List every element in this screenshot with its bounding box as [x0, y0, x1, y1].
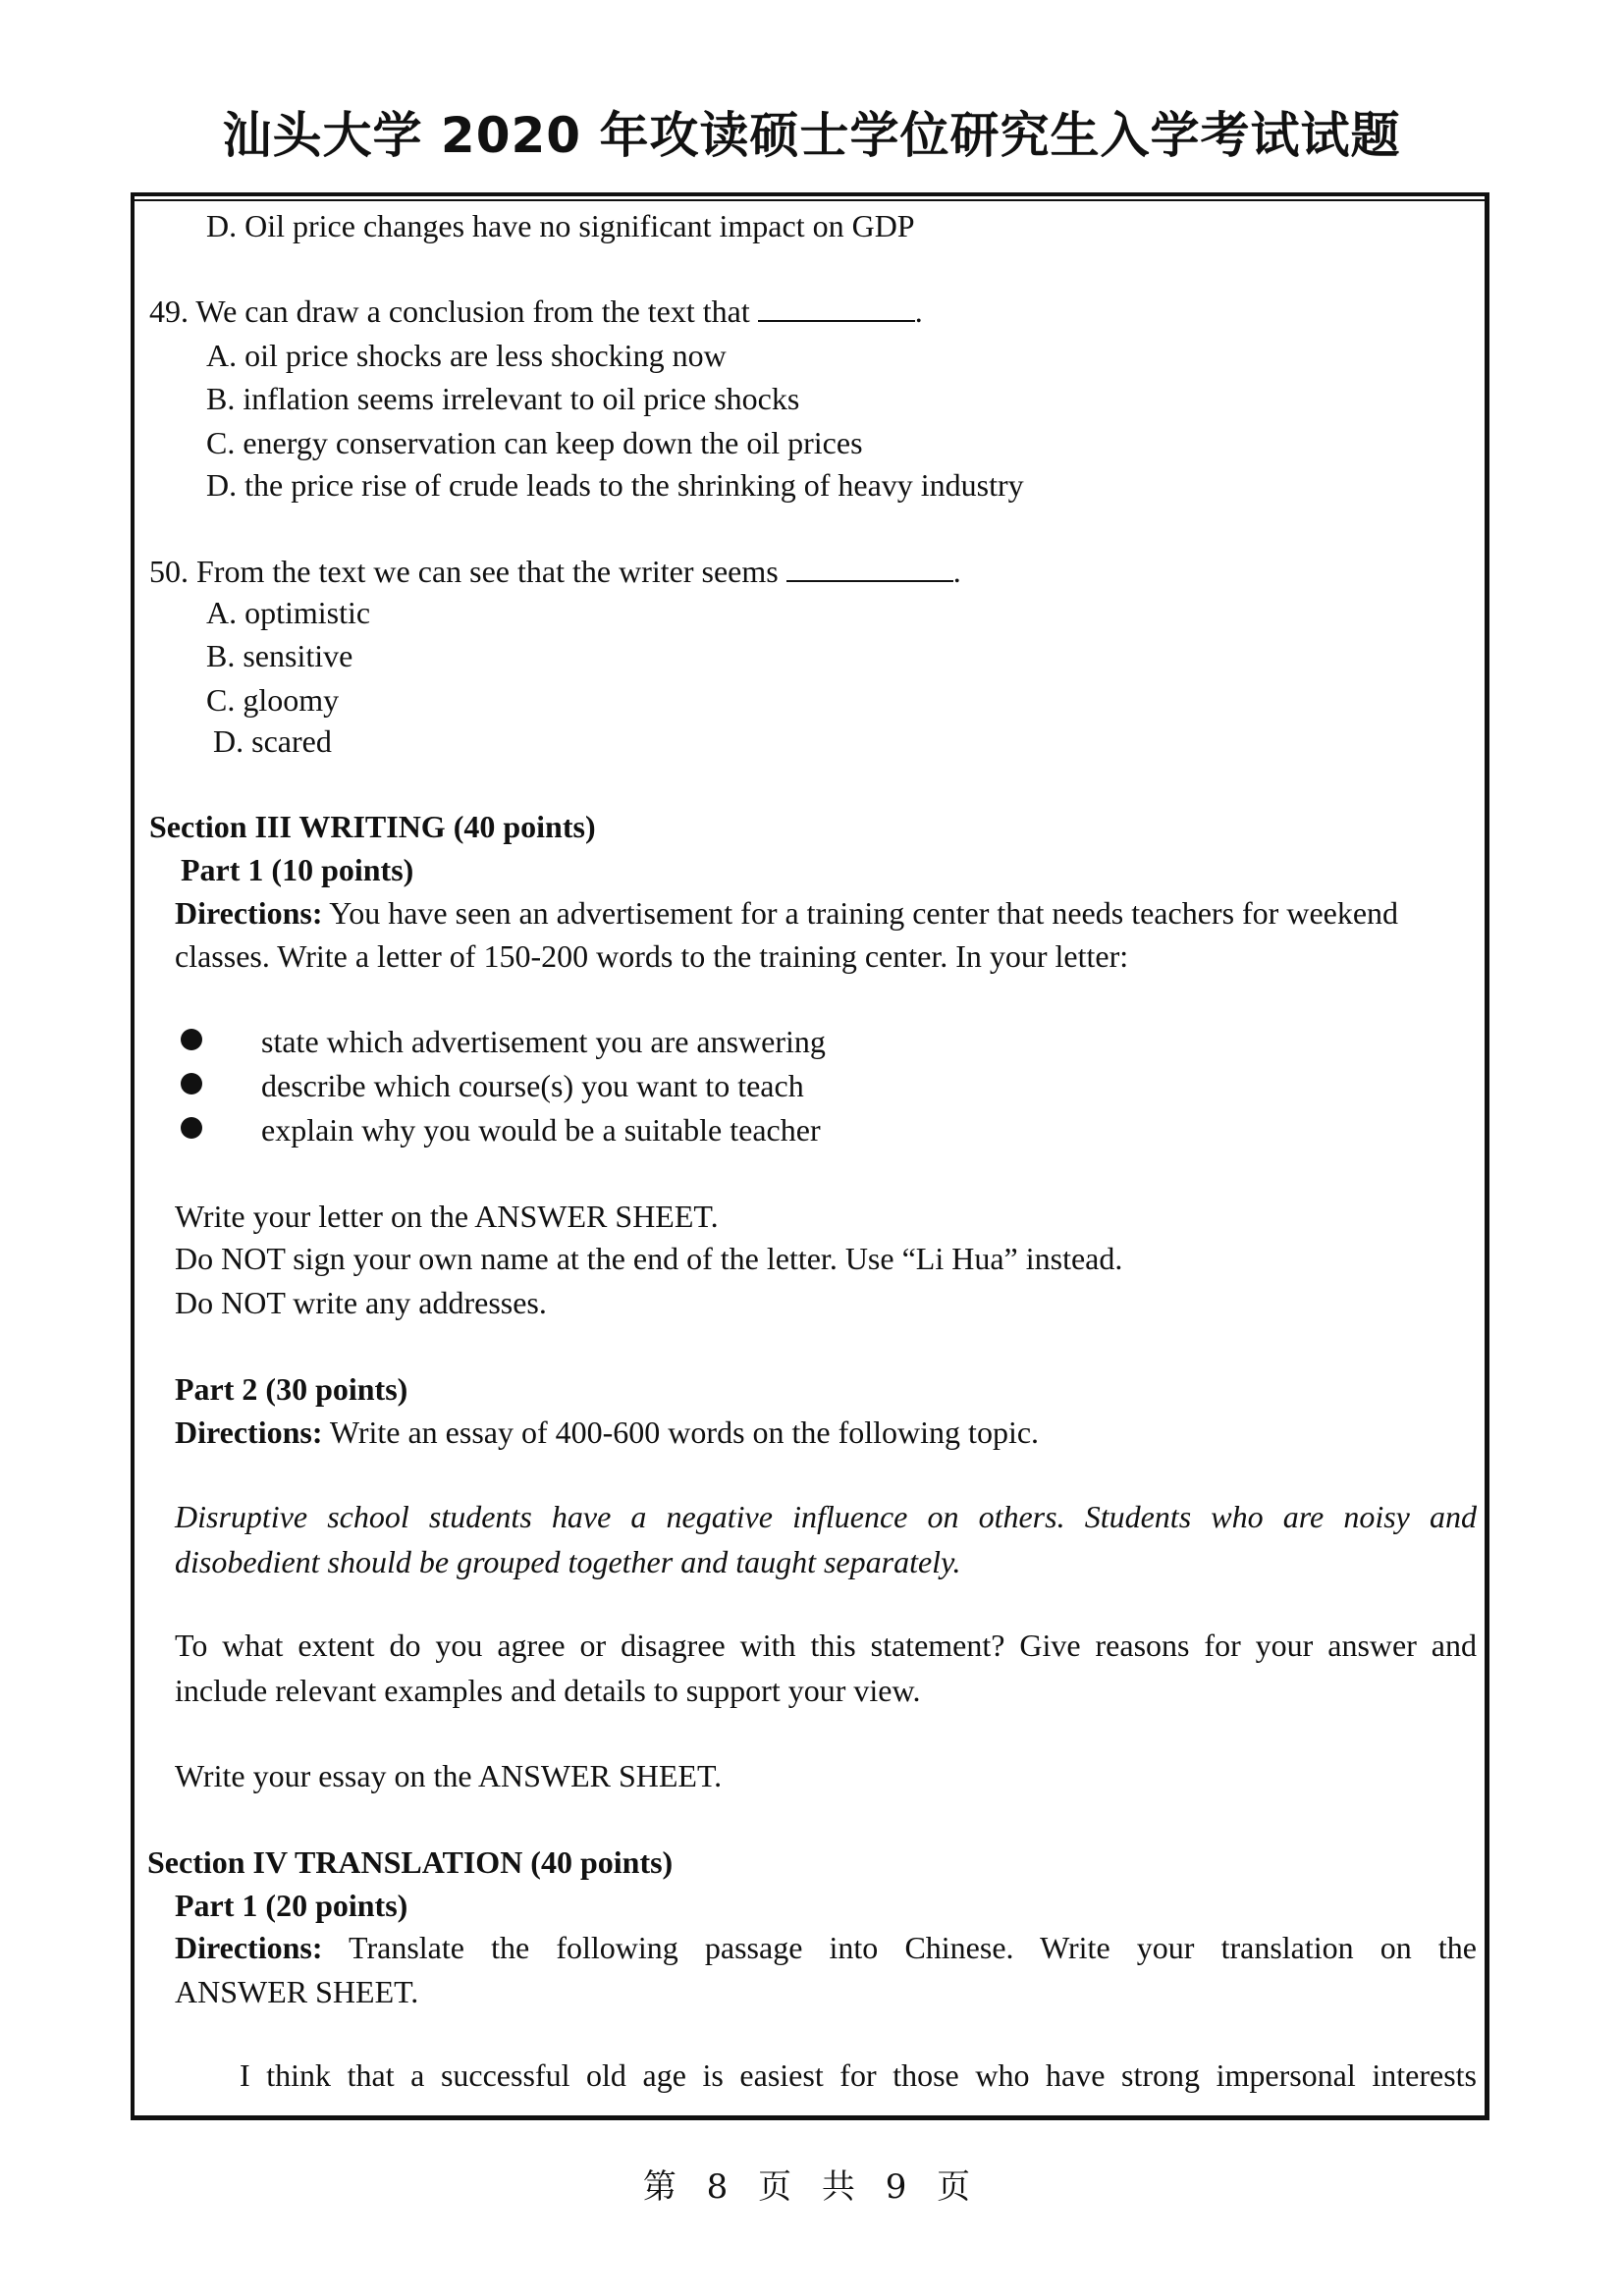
- q49-stem: 49. We can draw a conclusion from the text that .: [149, 294, 923, 329]
- bullet-dot: [181, 1029, 202, 1050]
- directions-text: Translate the following passage into Chinese. Write your translation on the: [322, 1930, 1477, 1965]
- bullet-item: explain why you would be a suitable teacher: [261, 1112, 821, 1148]
- page-number: 第 8 页 共 9 页: [642, 2167, 981, 2207]
- bullet-item: state which advertisement you are answering: [261, 1024, 826, 1059]
- directions-label: Directions:: [175, 895, 323, 931]
- directions-label: Directions:: [175, 1930, 323, 1965]
- exam-title: 汕头大学 2020 年攻读硕士学位研究生入学考试试题: [222, 107, 1401, 164]
- translation-passage-line1: I think that a successful old age is easiest for those who have strong impersonal interests: [240, 2057, 1477, 2093]
- q50-blank: [786, 555, 953, 582]
- q50-option-d: D. scared: [213, 723, 332, 759]
- section3-part2-title: Part 2 (30 points): [175, 1371, 408, 1407]
- q49-option-c: C. energy conservation can keep down the oil prices: [206, 425, 863, 460]
- section3-part1-directions-line1: [175, 895, 1398, 931]
- section3-part1-directions-line2: classes. Write a letter of 150-200 words to the training center. In your letter:: [175, 938, 1129, 974]
- essay-topic-line2: disobedient should be grouped together and taught separately.: [175, 1544, 961, 1579]
- section3-part1-note3: Do NOT write any addresses.: [175, 1285, 547, 1320]
- page-border-inner-line: [135, 199, 1488, 201]
- section3-part1-note1: Write your letter on the ANSWER SHEET.: [175, 1199, 719, 1234]
- directions-text: Write an essay of 400-600 words on the following topic.: [322, 1415, 1040, 1450]
- q48-option-d: D. Oil price changes have no significant impact on GDP: [206, 208, 915, 243]
- section3-part1-note2: Do NOT sign your own name at the end of the letter. Use “Li Hua” instead.: [175, 1241, 1123, 1276]
- section3-title: Section III WRITING (40 points): [149, 809, 596, 844]
- q49-option-b: B. inflation seems irrelevant to oil price shocks: [206, 381, 800, 416]
- section4-part1-title: Part 1 (20 points): [175, 1888, 408, 1923]
- q50-option-c: C. gloomy: [206, 682, 340, 718]
- q49-stem-text: 49. We can draw a conclusion from the text that: [149, 294, 750, 329]
- directions-text: You have seen an advertisement for a training center that needs teachers for weekend: [322, 895, 1399, 931]
- essay-prompt-line1: To what extent do you agree or disagree with this statement? Give reasons for your answer and: [175, 1628, 1477, 1663]
- bullet-dot: [181, 1117, 202, 1139]
- q49-option-a: A. oil price shocks are less shocking now: [206, 338, 727, 373]
- section3-part2-directions: [175, 1415, 1039, 1450]
- q50-option-a: A. optimistic: [206, 595, 371, 630]
- directions-label: Directions:: [175, 1415, 323, 1450]
- q50-stem-text: 50. From the text we can see that the writer seems: [149, 554, 779, 589]
- bullet-item: describe which course(s) you want to teach: [261, 1068, 804, 1103]
- essay-topic-line1: Disruptive school students have a negative influence on others. Students who are noisy and: [175, 1499, 1477, 1534]
- section3-part2-note: Write your essay on the ANSWER SHEET.: [175, 1758, 723, 1793]
- q49-blank: [758, 294, 915, 322]
- q50-option-b: B. sensitive: [206, 638, 353, 673]
- section4-title: Section IV TRANSLATION (40 points): [147, 1844, 674, 1880]
- section4-part1-directions-line1: [175, 1926, 1477, 1969]
- section3-part1-title: Part 1 (10 points): [181, 852, 414, 887]
- essay-prompt-line2: include relevant examples and details to support your view.: [175, 1673, 921, 1708]
- q49-option-d: D. the price rise of crude leads to the shrinking of heavy industry: [206, 467, 1024, 503]
- section4-part1-directions-line2: ANSWER SHEET.: [175, 1974, 419, 2009]
- bullet-dot: [181, 1073, 202, 1095]
- q50-stem: 50. From the text we can see that the writer seems .: [149, 554, 961, 589]
